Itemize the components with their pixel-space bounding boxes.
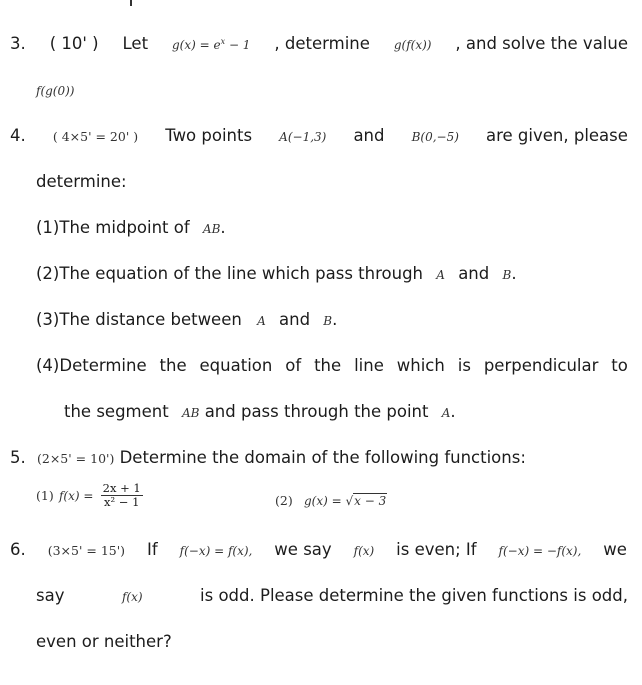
q4-part-4-word: perpendicular xyxy=(483,356,599,375)
q4-part-2-and: and xyxy=(458,264,490,283)
q3-number: 3. xyxy=(10,34,26,53)
q6-number: 6. xyxy=(10,540,26,559)
q5-function-2 xyxy=(275,490,387,509)
q4-part-4-text-segment: the segment xyxy=(64,402,169,421)
q4-part-4-text-pass: and pass through the point xyxy=(204,402,429,421)
q4-part-4-label-and-word: (4)Determine xyxy=(36,356,147,375)
q6-math-odd-condition: f(−x) = −f(x), xyxy=(498,544,582,558)
q3-math-g-definition: $g(x) = e^x - 1$ xyxy=(172,37,251,52)
q6-math-fx: f(x) xyxy=(353,544,375,558)
q6-math-even-condition: f(−x) = f(x), xyxy=(179,544,253,558)
q4-line-1 xyxy=(10,126,628,145)
q4-part-4-word: to xyxy=(611,356,628,375)
q5-f1-lhs: f(x) = xyxy=(58,489,94,503)
q6-math-fx-2: f(x) xyxy=(121,590,143,604)
q4-part-4-word: is xyxy=(457,356,471,375)
q4-text-and: and xyxy=(353,126,385,145)
q4-part-4-line-2 xyxy=(64,402,456,421)
q4-part-4-word: which xyxy=(396,356,445,375)
q4-part-4-line-1 xyxy=(36,356,628,375)
q4-points: ( 4×5' = 20' ) xyxy=(52,129,139,144)
q4-math-point-b: B(0,−5) xyxy=(411,130,459,144)
q3-text-determine: , determine xyxy=(274,34,370,53)
q4-part-4-word: the xyxy=(314,356,342,375)
q4-part-1-math: AB xyxy=(202,222,221,236)
q4-part-1-text: The midpoint of xyxy=(59,218,190,237)
q6-line-2 xyxy=(36,586,628,605)
q4-part-3-text: The distance between xyxy=(59,310,242,329)
q3-points: ( 10' ) xyxy=(49,34,99,53)
q4-part-3-label: (3) xyxy=(36,310,60,329)
q4-part-3 xyxy=(36,310,337,329)
q6-text-we-say: we say xyxy=(274,540,332,559)
q4-part-4-end: . xyxy=(450,402,456,421)
q5-f2-label: (2) xyxy=(275,493,293,508)
q6-text-if: If xyxy=(147,540,158,559)
q3-math-value: f(g(0)) xyxy=(36,84,75,98)
q5-f1-numerator: 2x + 1 xyxy=(102,481,141,495)
q6-text-even: is even; If xyxy=(396,540,477,559)
q4-part-2 xyxy=(36,264,517,283)
q6-text-say: say xyxy=(36,586,65,605)
q5-points: (2×5' = 10') xyxy=(37,451,115,466)
q4-part-2-text: The equation of the line which pass through xyxy=(59,264,424,283)
q6-line-1 xyxy=(10,540,627,559)
q4-line-2: determine: xyxy=(36,172,127,191)
q4-part-4-word: of xyxy=(285,356,302,375)
q4-part-4-math-a: A xyxy=(441,406,451,420)
q4-text-two-points: Two points xyxy=(165,126,253,145)
q4-part-4-math-ab: AB xyxy=(181,406,200,420)
q5-function-1 xyxy=(36,482,145,509)
q4-part-1 xyxy=(36,218,226,237)
q4-part-4-word: line xyxy=(354,356,384,375)
q4-math-point-a: A(−1,3) xyxy=(279,130,327,144)
q4-part-2-end: . xyxy=(511,264,517,283)
q5-line-1 xyxy=(10,448,526,467)
q4-part-2-math-b: B xyxy=(502,268,512,282)
q4-part-1-end: . xyxy=(220,218,226,237)
q6-text-we: we xyxy=(603,540,627,559)
q5-f1-fraction xyxy=(101,482,143,509)
q4-part-3-and: and xyxy=(279,310,311,329)
q6-text-odd: is odd. Please determine the given functions is odd, xyxy=(200,586,628,605)
q4-text-given: are given, please xyxy=(486,126,628,145)
top-edge-mark xyxy=(130,0,132,6)
q3-text-solve: , and solve the value xyxy=(455,34,628,53)
q4-part-2-math-a: A xyxy=(436,268,445,282)
q5-f1-denominator: x² − 1 xyxy=(104,495,140,509)
q4-part-3-math-a: A xyxy=(257,314,266,328)
q4-part-4-word: equation xyxy=(199,356,273,375)
q4-part-4-word: the xyxy=(159,356,187,375)
q3-math-composite: g(f(x)) xyxy=(393,38,432,52)
q5-text: Determine the domain of the following functions: xyxy=(119,448,526,467)
q3-line-2 xyxy=(36,80,74,99)
q5-f1-label: (1) xyxy=(36,488,54,503)
q4-number: 4. xyxy=(10,126,26,145)
q5-f2-lhs: g(x) = √ xyxy=(303,494,354,508)
q3-line-1 xyxy=(10,34,628,53)
q6-points: (3×5' = 15') xyxy=(47,543,126,558)
q4-part-3-math-b: B xyxy=(323,314,333,328)
q5-number: 5. xyxy=(10,448,26,467)
q4-part-2-label: (2) xyxy=(36,264,60,283)
q4-part-3-end: . xyxy=(332,310,338,329)
q3-text-let: Let xyxy=(122,34,149,53)
q5-f2-radicand: x − 3 xyxy=(354,494,387,508)
q6-line-3: even or neither? xyxy=(36,632,172,651)
q4-part-1-label: (1) xyxy=(36,218,60,237)
